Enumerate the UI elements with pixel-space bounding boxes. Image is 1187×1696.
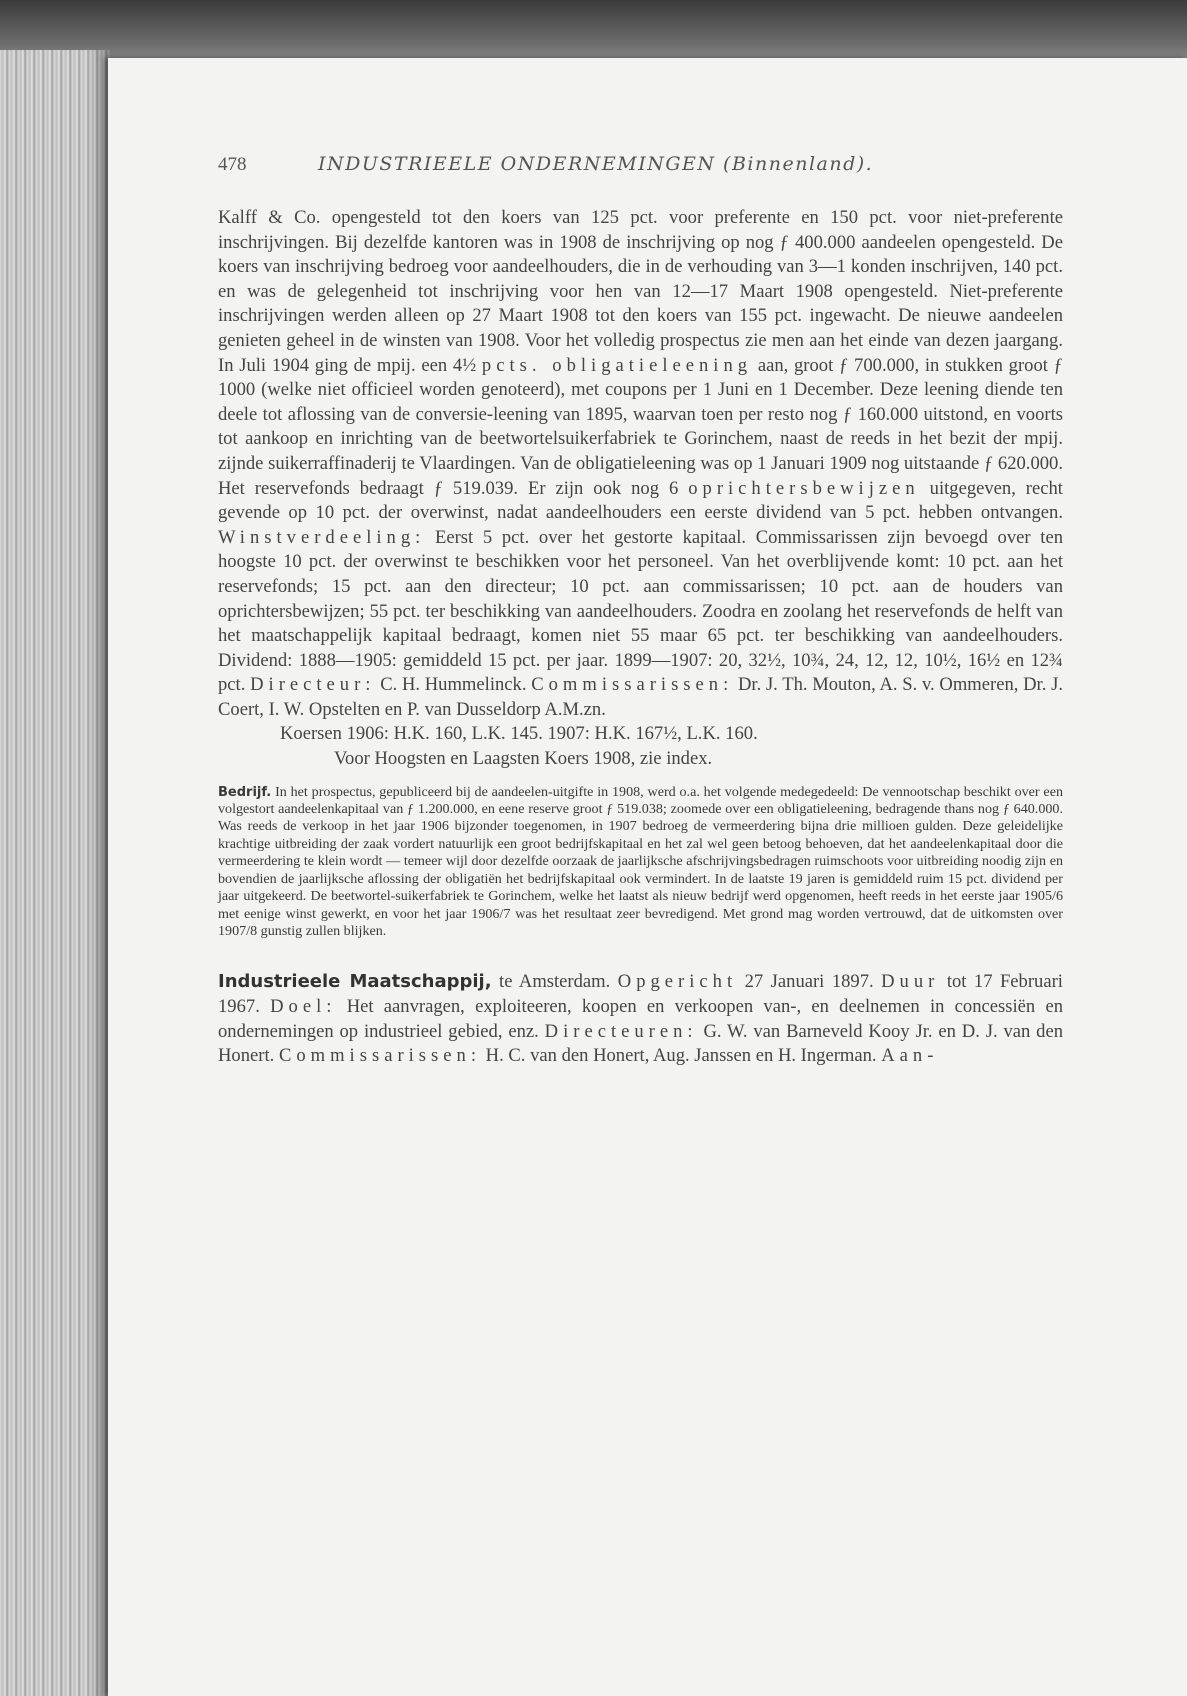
kalff-spaced-3: Winstverdeeling: xyxy=(218,526,426,548)
koersen-line: Koersen 1906: H.K. 160, L.K. 145. 1907: H.K. 167½, L.K. 160. xyxy=(280,723,758,745)
company-spaced-6: Aan- xyxy=(881,1045,939,1067)
company-spaced-3: Doel: xyxy=(270,995,337,1017)
company-text-4: Het aanvragen, exploiteeren, koopen en verkoopen van-, en deelnemen in concessiën en ondernemingen op industrieel gebied, enz. xyxy=(218,995,1064,1042)
page-header xyxy=(218,153,1063,176)
page-content xyxy=(218,153,1063,1087)
company-text-5: G. W. van Barneveld Kooy Jr. en D. J. van den Honert. xyxy=(218,1020,1064,1067)
book-page xyxy=(108,58,1187,1696)
company-spaced-4: Directeuren: xyxy=(544,1020,698,1042)
kalff-paragraph xyxy=(218,206,1063,722)
page-number: 478 xyxy=(218,154,247,175)
kalff-spaced-5: Commissarissen: xyxy=(531,674,734,696)
running-head: INDUSTRIEELE ONDERNEMINGEN (Binnenland). xyxy=(318,153,874,175)
kalff-spaced-2: oprichtersbewijzen xyxy=(688,477,920,499)
kalff-spaced-1: pcts. obligatieleening xyxy=(481,354,753,376)
kalff-text-5: C. H. Hummelinck. xyxy=(380,674,527,696)
bedrijf-text: In het prospectus, gepubliceerd bij de aandeelen-uitgifte in 1908, werd o.a. het volgende medegedeeld: De vennootschap beschikt over een volgestort aandeelenkapitaal van ƒ 1.200.000, en eene reserve groot ƒ 519.038; zoomede over een obligatieleening, bedragende thans nog ƒ 640.000. Was reeds de verkoop in het jaar 1906 bijzonder toegenomen, in 1907 bedroeg de vermeerdering bijna drie millioen gulden. Deze geleidelijke krachtige uitbreiding der zaak vordert natuurlijk een groot bedrijfskapitaal en het zal wel geen betoog behoeven, dat het aandeelenkapitaal door die vermeerdering te klein wordt — temeer wijl door dezelfde oorzaak de jaarlijksche afschrijvingsbedragen ruimschoots voor uitbreiding noodig zijn en bovendien de jaarlijksche aflossing der obligatiën het bedrijfskapitaal ook vermindert. In de laatste 19 jaren is gemiddeld ruim 15 pct. dividend per jaar uitgekeerd. De beetwortel-suikerfabriek te Gorinchem, welke het laatst als nieuw bedrijf werd opgenomen, heeft reeds in het eerste jaar 1905/6 met eenige winst gewerkt, en voor het jaar 1906/7 was het resultaat zeer bevredigend. Met grond mag worden vertrouwd, dat de uitkomsten over 1907/8 gunstig zullen blijken. xyxy=(218,783,1063,939)
company-text-3: tot 17 Februari 1967. xyxy=(218,971,1063,1017)
company-text-6: H. C. van den Honert, Aug. Janssen en H. Ingerman. xyxy=(485,1045,877,1067)
kalff-text-6: Dr. J. Th. Mouton, A. S. v. Ommeren, Dr. J. Coert, I. W. Opstelten en P. van Dusseldorp A.M.zn. xyxy=(218,674,1063,720)
scanner-background xyxy=(0,0,1187,62)
company-entry xyxy=(218,970,1063,1068)
kalff-text-1: Kalff & Co. opengesteld tot den koers van 125 pct. voor preferente en 150 pct. voor niet-preferente inschrijvingen. Bij dezelfde kantoren was in 1908 de inschrijving op nog ƒ 400.000 aandeelen opengesteld. De koers van inschrijving bedroeg voor aandeelhouders, die in de verhouding van 3—1 konden inschrijven, 140 pct. en was de gelegenheid tot inschrijving voor hen van 12—17 Maart 1908 opengesteld. Niet-preferente inschrijvingen werden alleen op 27 Maart 1908 tot den koers van 155 pct. ingewacht. De nieuwe aandeelen genieten geheel in de winsten van 1908. Voor het volledig prospectus zie men aan het einde van dezen jaargang. In Juli 1904 ging de mpij. een 4½ xyxy=(218,207,1063,376)
kalff-text-3: uitgegeven, recht gevende op 10 pct. der overwinst, nadat aandeelhouders een eerste dividend van 5 pct. hebben ontvangen. xyxy=(218,477,1063,524)
company-text-2: 27 Januari 1897. xyxy=(744,971,874,993)
company-spaced-5: Commissarissen: xyxy=(278,1045,481,1067)
company-name: Industrieele Maatschappij, xyxy=(218,971,492,993)
kalff-spaced-4: Directeur: xyxy=(250,674,376,696)
company-spaced-2: Duur xyxy=(881,971,940,993)
bedrijf-label: Bedrijf. xyxy=(218,784,272,800)
bedrijf-paragraph xyxy=(218,784,1063,941)
kalff-text-2: aan, groot ƒ 700.000, in stukken groot ƒ 1000 (welke niet officieel worden genoteerd), met coupons per 1 Juni en 1 December. Deze leening diende ten deele tot aflossing van de conversie-leening van 1895, waarvan toen per resto nog ƒ 160.000 uitstond, en voorts tot aankoop en inrichting van de beetwortelsuikerfabriek te Gorinchem, naast de reeds in het bezit der mpij. zijnde suikerraffinaderij te Vlaardingen. Van de obligatieleening was op 1 Januari 1909 nog uitstaande ƒ 620.000. Het reservefonds bedraagt ƒ 519.039. Er zijn ook nog 6 xyxy=(218,354,1063,499)
company-spaced-1: Opgericht xyxy=(617,971,738,993)
book-page-edges xyxy=(0,50,110,1696)
kalff-text-4: Eerst 5 pct. over het gestorte kapitaal. Commissarissen zijn bevoegd over ten hoogste 10 pct. der overwinst te beschikken voor het personeel. Van het overblijvende komt: 10 pct. aan het reservefonds; 15 pct. aan den directeur; 10 pct. aan commissarissen; 10 pct. aan de houders van oprichtersbewijzen; 55 pct. ter beschikking van aandeelhouders. Zoodra en zoolang het reservefonds de helft van het maatschappelijk kapitaal bedraagt, komen niet 55 maar 65 pct. ter beschikking van aandeelhouders. Dividend: 1888—1905: gemiddeld 15 pct. per jaar. 1899—1907: 20, 32½, 10¾, 24, 12, 12, 10½, 16½ en 12¾ pct. xyxy=(218,526,1063,696)
company-text-1: te Amsterdam. xyxy=(499,971,611,993)
koersen-index-line: Voor Hoogsten en Laagsten Koers 1908, zie index. xyxy=(334,748,713,770)
